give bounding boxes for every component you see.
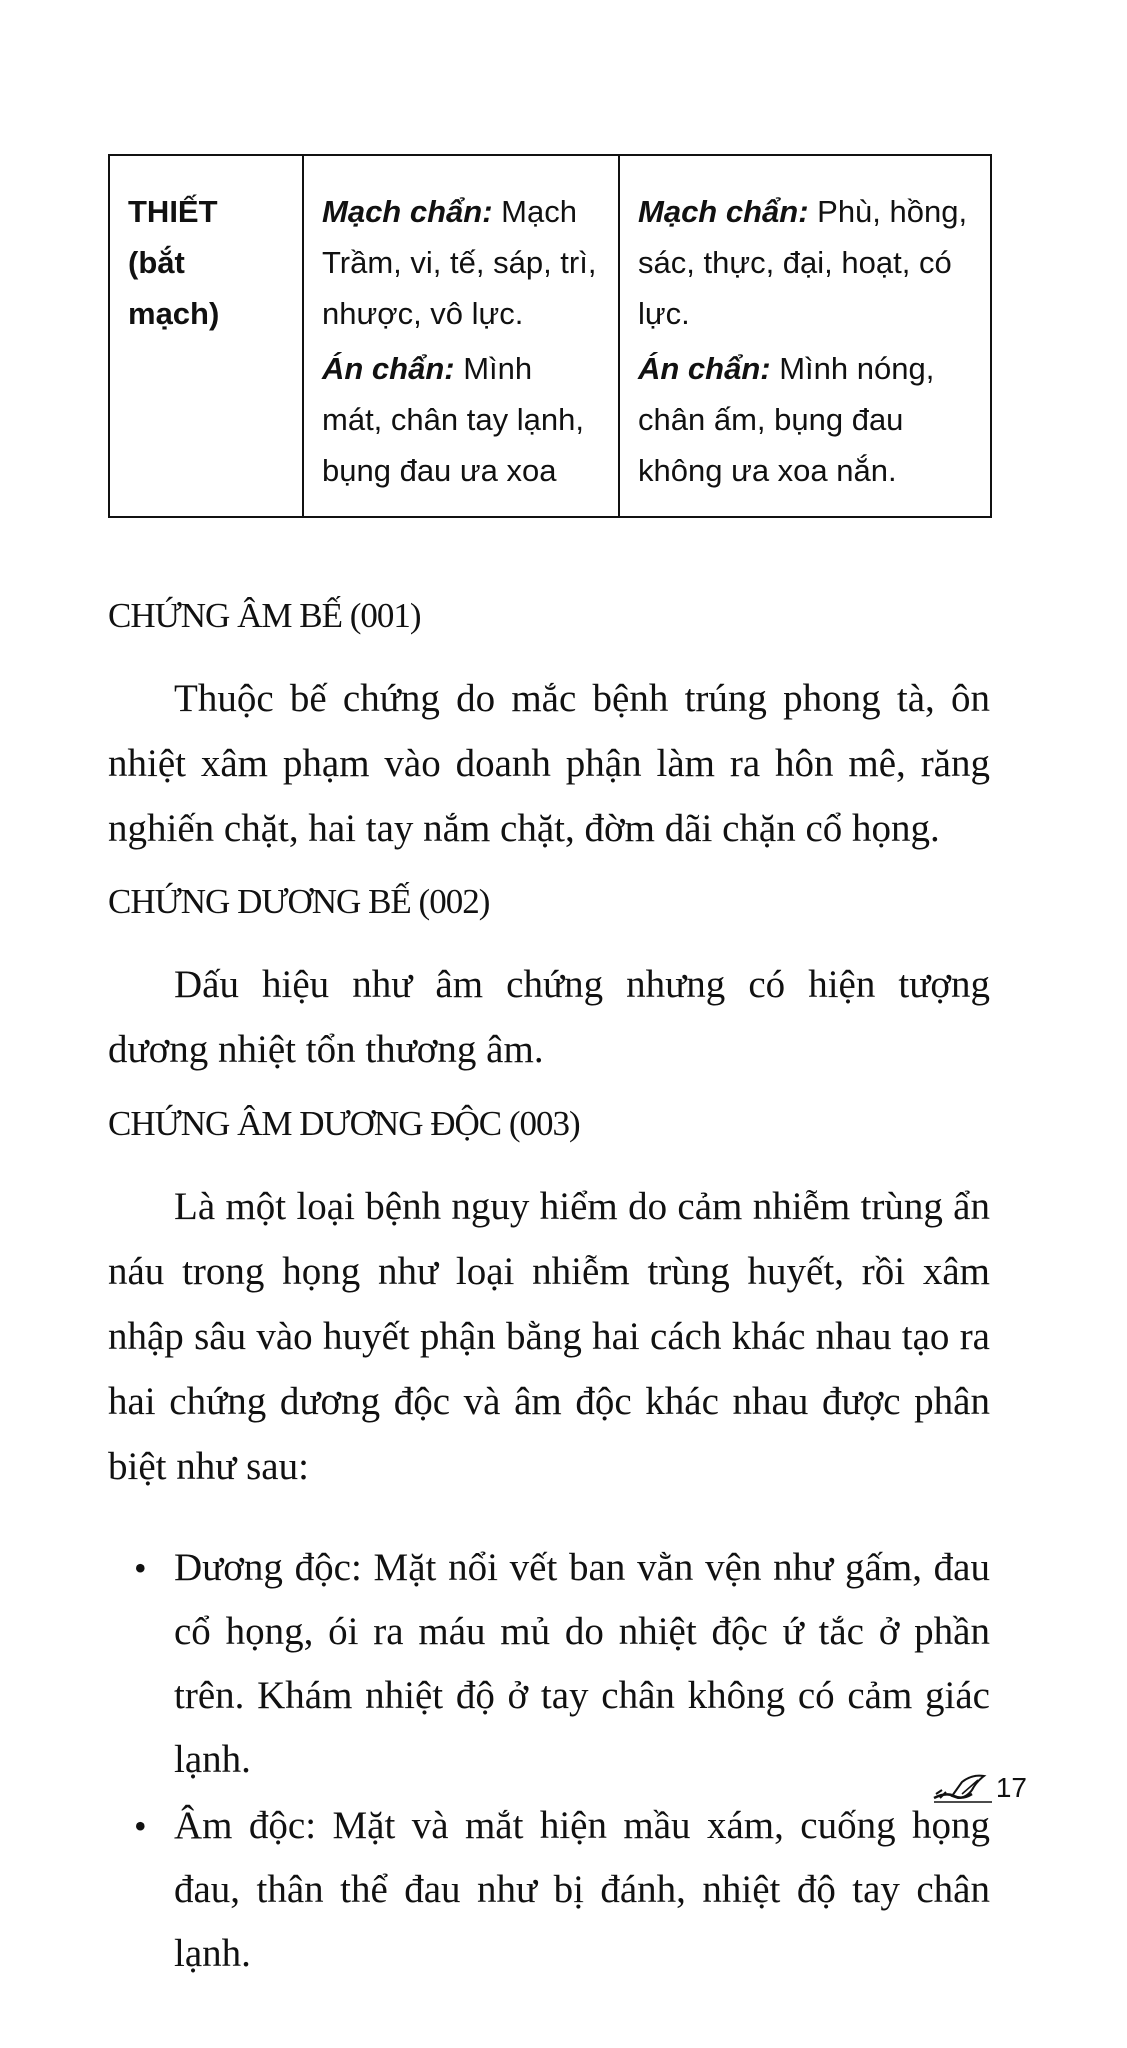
- diagnosis-table: [108, 154, 992, 518]
- quill-ornament-icon: [932, 1772, 994, 1804]
- list-item-text: Dương độc: Mặt nổi vết ban vằn vện như gấm, đau cổ họng, ói ra máu mủ do nhiệt độc ứ tắc ở phần trên. Khám nhiệt độ ở tay chân không có cảm giác lạnh.: [174, 1546, 990, 1781]
- row-label-cell: [109, 155, 303, 517]
- pulse-exam-paragraph: [322, 186, 600, 339]
- palpation-paragraph: [638, 343, 972, 496]
- section-heading: CHỨNG DƯƠNG BẾ (002): [108, 882, 490, 921]
- pulse-exam-paragraph: [638, 186, 972, 339]
- pulse-exam-heading: Mạch chẩn:: [638, 194, 809, 229]
- list-item: [108, 1794, 990, 1986]
- pulse-exam-text: Phù, hồng, sác, thực, đại, hoạt, có lực.: [638, 194, 968, 331]
- palpation-heading: Án chẩn:: [638, 351, 771, 386]
- page-footer: [932, 1772, 1027, 1804]
- section-heading: CHỨNG ÂM DƯƠNG ĐỘC (003): [108, 1104, 580, 1143]
- section-paragraph: Dấu hiệu như âm chứng nhưng có hiện tượng dương nhiệt tổn thương âm.: [108, 963, 990, 1071]
- page-number: 17: [995, 1772, 1027, 1803]
- section-paragraph: Thuộc bế chứng do mắc bệnh trúng phong tà, ôn nhiệt xâm phạm vào doanh phận làm ra hôn mê, răng nghiến chặt, hai tay nắm chặt, đờm dãi chặn cổ họng.: [108, 677, 990, 850]
- table-row: [109, 155, 991, 517]
- bullet-icon: •: [134, 1806, 147, 1846]
- bullet-icon: •: [134, 1548, 147, 1588]
- palpation-text: Mình nóng, chân ấm, bụng đau không ưa xoa nắn.: [638, 351, 935, 488]
- bullet-list: [108, 1536, 990, 1988]
- list-item-text: Âm độc: Mặt và mắt hiện mầu xám, cuống họng đau, thân thể đau như bị đánh, nhiệt độ tay chân lạnh.: [174, 1804, 990, 1975]
- pulse-exam-heading: Mạch chẩn:: [322, 194, 493, 229]
- palpation-paragraph: [322, 343, 600, 496]
- pulse-exam-text: Mạch Trầm, vi, tế, sáp, trì, nhược, vô lực.: [322, 194, 597, 331]
- section-heading: CHỨNG ÂM BẾ (001): [108, 596, 421, 635]
- palpation-heading: Án chẩn:: [322, 351, 455, 386]
- row-label-line: THIẾT: [128, 194, 218, 229]
- am-column-cell: [303, 155, 619, 517]
- list-item: [108, 1536, 990, 1792]
- section-paragraph: Là một loại bệnh nguy hiểm do cảm nhiễm trùng ẩn náu trong họng như loại nhiễm trùng huyết, rồi xâm nhập sâu vào huyết phận bằng hai cách khác nhau tạo ra hai chứng dương độc và âm độc khác nhau được phân biệt như sau:: [108, 1185, 990, 1488]
- duong-column-cell: [619, 155, 991, 517]
- row-label-line: (bắt: [128, 245, 185, 280]
- palpation-text: Mình mát, chân tay lạnh, bụng đau ưa xoa: [322, 351, 584, 488]
- row-label-line: mạch): [128, 296, 220, 331]
